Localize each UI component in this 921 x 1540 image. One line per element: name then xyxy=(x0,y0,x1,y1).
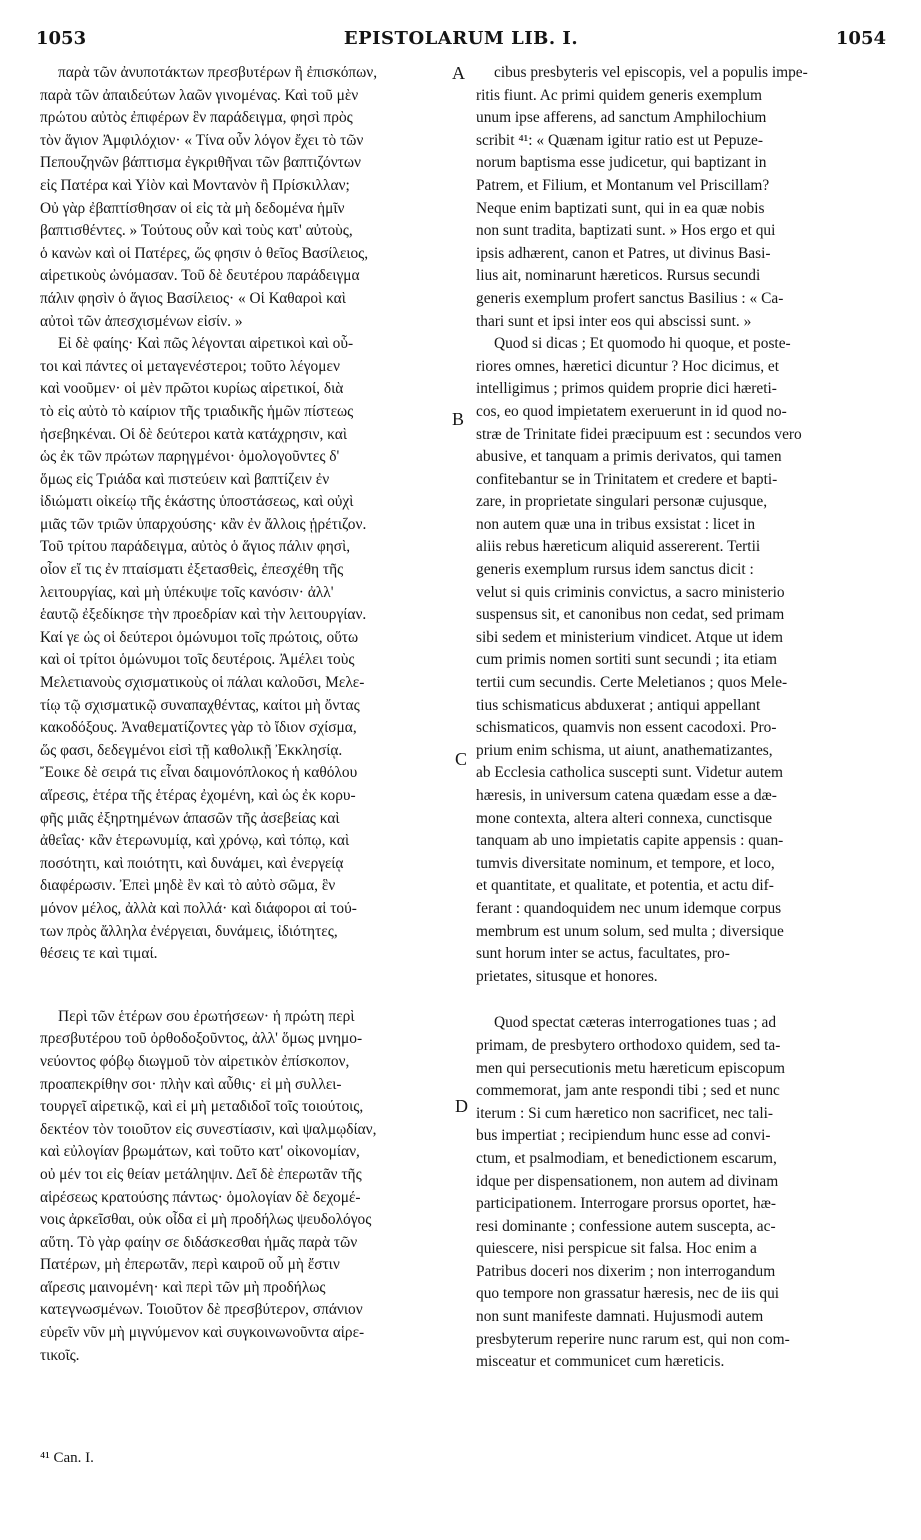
latin-p3-line: commemorat, jam ante respondi tibi ; sed et nunc xyxy=(476,1082,780,1100)
latin-p2-line: cum primis nomen sortiti sunt secundi ; ita etiam xyxy=(476,651,777,669)
greek-p2-line: καὶ οἱ τρίτοι ὁμώνυμοι τοῖς δευτέροις. Ἀμέλει τοὺς xyxy=(40,651,355,669)
greek-p3-line: νεύοντος φόβῳ διωγμοῦ τὸν αἱρετικὸν ἐπίσκοπον, xyxy=(40,1052,350,1070)
paragraph-gap xyxy=(476,988,886,1012)
running-header xyxy=(36,28,886,60)
latin-p3-line: Patribus doceri nos dixerim ; non interrogandum xyxy=(476,1262,776,1280)
greek-p3-line: Πατέρων, μὴ ἐπερωτᾶν, περὶ καιροῦ οὗ μὴ ἔστιν xyxy=(40,1256,340,1274)
greek-p2-line: Τοῦ τρίτου παράδειγμα, αὐτὸς ὁ ἅγιος πάλιν φησὶ, xyxy=(40,538,351,556)
latin-p1-line: cibus presbyteris vel episcopis, vel a populis impe- xyxy=(494,64,808,81)
latin-p3-line: participationem. Interrogare prorsus oportet, hæ- xyxy=(476,1195,777,1213)
greek-p3-line: αὕτη. Τὸ γὰρ φαίην σε διδάσκεσθαι ἡμᾶς παρὰ τῶν xyxy=(40,1233,358,1251)
greek-p1-line: Πεπουζηνῶν βάπτισμα ἐγκριθῆναι τῶν βαπτιζόντων xyxy=(40,154,361,172)
greek-p1-line: πρώτου αὐτὸς ἐπιφέρων ἓν παράδειγμα, φησὶ πρὸς xyxy=(40,109,353,127)
greek-p2-line: διαφέρωσιν. Ἐπεὶ μηδὲ ἓν καὶ τὸ αὐτὸ σῶμα, ἓν xyxy=(40,877,336,895)
greek-p1-line: παρὰ τῶν ἀνυποτάκτων πρεσβυτέρων ἢ ἐπισκόπων, xyxy=(58,64,378,81)
footnote: ⁴¹ Can. I. xyxy=(40,1450,94,1466)
greek-p1-line: αἱρετικοὺς ὠνόμασαν. Τοῦ δὲ δευτέρου παράδειγμα xyxy=(40,267,360,285)
latin-p1-line: Patrem, et Filium, et Montanum vel Priscillam? xyxy=(476,176,770,194)
greek-p3-line: τικοῖς. xyxy=(40,1346,80,1364)
latin-p2-line: riores omnes, hæretici dicuntur ? Hoc dicimus, et xyxy=(476,357,780,375)
latin-p2-line: confitebantur se in Trinitatem et credere et bapti- xyxy=(476,470,778,488)
latin-p2-line: hæresis, in universum catena quædam esse a dæ- xyxy=(476,787,777,804)
page-number-left: 1053 xyxy=(36,28,87,49)
greek-p3-line: αἵρεσις μαινομένη· καὶ περὶ τῶν μὴ προδήλως xyxy=(40,1278,326,1296)
greek-p3-line: δεκτέον τὸν τοιοῦτον εἰς συνεστίασιν, καὶ ψαλμῳδίαν, xyxy=(40,1120,377,1138)
latin-column xyxy=(476,62,886,1374)
latin-p2-line: Quod si dicas ; Et quomodo hi quoque, et poste- xyxy=(494,335,791,353)
latin-p2-line: membrum est unum solum, sed multa ; diversique xyxy=(476,922,784,940)
latin-p3-line: quiescere, nisi perspicue sit falsa. Hoc enim a xyxy=(476,1240,757,1258)
latin-p2-line: velut si quis criminis convictus, a sacro ministerio xyxy=(476,583,785,601)
latin-p2-line: mone contexta, altera alteri connexa, cunctisque xyxy=(476,809,773,827)
margin-letter-b: B xyxy=(452,409,465,429)
greek-p2-line: μιᾶς τῶν τριῶν ὑπαρχούσης· κἂν ἐν ἄλλοις ᾑρέτιζον. xyxy=(40,515,367,533)
greek-p3-line: πρεσβυτέρου τοῦ ὀρθοδοξοῦντος, ἀλλ' ὅμως μνημο- xyxy=(40,1030,363,1048)
greek-p2-line: μόνον μέλος, ἀλλὰ καὶ πολλά· καὶ διάφοροι αἱ τού- xyxy=(40,899,357,917)
greek-p2-line: ἑαυτῷ ἐξεδίκησε τὴν προεδρίαν καὶ τὴν λειτουργίαν. xyxy=(40,606,367,624)
latin-p3-line: presbyterum reperire nunc rarum est, qui non com- xyxy=(476,1330,790,1348)
latin-p3-line: idque per dispensationem, non autem ad divinam xyxy=(476,1172,779,1190)
greek-p3-line: τουργεῖ αἱρετικῷ, καὶ εἰ μὴ μεταδιδοῖ τοῖς τοιούτοις, xyxy=(40,1098,364,1116)
latin-p2-line: sunt horum inter se actus, facultates, pro- xyxy=(476,945,730,963)
latin-p2-line: prium enim schisma, ut aiunt, anathematizantes, xyxy=(476,741,773,759)
latin-p1-line: thari sunt et ipsi inter eos qui abscissi sunt. » xyxy=(476,312,752,330)
latin-p1-line: non sunt tradita, baptizati sunt. » Hos ergo et qui xyxy=(476,222,776,240)
greek-p2-line: κακοδόξους. Ἀναθεματίζοντες γὰρ τὸ ἴδιον σχίσμα, xyxy=(40,719,357,737)
greek-p2-line: τὸ εἰς αὐτὸ τὸ καίριον τῆς τριαδικῆς ἡμῶν πίστεως xyxy=(40,402,354,420)
latin-p2-line: generis exemplum rursus idem sanctus dicit : xyxy=(476,561,754,579)
latin-p1-line: generis exemplum profert sanctus Basilius : « Ca- xyxy=(476,289,784,307)
latin-p1-line: ipsis adhærent, canon et Patres, ut divinus Basi- xyxy=(476,244,771,262)
latin-p2-line: ferant : quandoquidem nec unum idemque corpus xyxy=(476,899,782,917)
greek-p2-line: Εἰ δὲ φαίης· Καὶ πῶς λέγονται αἱρετικοὶ καὶ οὗ- xyxy=(58,335,354,353)
greek-p3-line: κατεγνωσμένων. Τοιοῦτον δὲ πρεσβύτερον, σπάνιον xyxy=(40,1301,363,1319)
latin-p2-line: intelligimus ; primos quidem proprie dici hæreti- xyxy=(476,380,777,398)
latin-p2-line: tumvis diversitate nominum, et tempore, et loco, xyxy=(476,854,775,872)
greek-p2-line: φῆς μιᾶς ἐξηρτημένων ἁπασῶν τῆς ἀσεβείας καὶ xyxy=(40,809,340,827)
latin-p2-line: aliis rebus hæreticum aliquid assererent. Tertii xyxy=(476,538,761,556)
greek-p2-line: ἰδιώματι οἰκείῳ τῆς ἑκάστης ὑποστάσεως, καὶ οὐχὶ xyxy=(40,493,354,511)
latin-p2-line: ab Ecclesia catholica suscepti sunt. Videtur autem xyxy=(476,764,783,782)
greek-p2-line: καὶ νοοῦμεν· οἱ μὲν πρῶτοι κυρίως αἱρετικοί, διὰ xyxy=(40,380,344,398)
greek-p2-line: ποσότητι, καὶ ποιότητι, καὶ δυνάμει, καὶ ἐνεργείᾳ xyxy=(40,854,344,872)
greek-p3-line: Περὶ τῶν ἑτέρων σου ἐρωτήσεων· ἡ πρώτη περὶ xyxy=(58,1007,355,1025)
latin-p2-line: zare, in proprietate singulari personæ cujusque, xyxy=(476,493,768,511)
greek-p1-line: βαπτισθέντες. » Τούτους οὖν καὶ τοὺς κατ' αὐτοὺς, xyxy=(40,222,353,240)
greek-p2-line: τοι καὶ πάντες οἱ μεταγενέστεροι; τοῦτο λέγομεν xyxy=(40,357,340,375)
latin-p1-line: scribit ⁴¹: « Quænam igitur ratio est ut Pepuze- xyxy=(476,131,763,149)
greek-p2-line: τίῳ τῷ σχισματικῷ συναπαχθέντας, καίτοι μὴ ὄντας xyxy=(40,696,360,714)
latin-p3-line: primam, de presbytero orthodoxo quidem, sed ta- xyxy=(476,1036,781,1054)
latin-p2-line: tanquam ab uno impietatis capite appensis : quan- xyxy=(476,832,784,850)
greek-p2-line: αἵρεσις, ἑτέρα τῆς ἑτέρας ἐχομένη, καὶ ὡς ἐκ κορυ- xyxy=(40,787,356,804)
greek-p3-line: νοις ἀρκεῖσθαι, οὐκ οἶδα εἰ μὴ προδήλως ψευδολόγος xyxy=(40,1211,372,1229)
greek-p1-line: εἰς Πατέρα καὶ Υἱὸν καὶ Μοντανὸν ἢ Πρίσκιλλαν; xyxy=(40,176,350,194)
greek-p3-line: καὶ εὐλογίαν βρωμάτων, καὶ τοῦτο κατ' οἰκονομίαν, xyxy=(40,1143,360,1161)
latin-p1-line: norum baptisma esse judicetur, qui baptizant in xyxy=(476,154,767,172)
latin-p2-line: suspensus sit, et canonibus non cedat, sed primam xyxy=(476,606,785,624)
greek-p2-line: ἀθεΐας· κἂν ἑτερωνυμίᾳ, καὶ χρόνῳ, καὶ τόπῳ, καὶ xyxy=(40,832,350,850)
latin-p3-line: resi dominante ; confessione autem suscepta, ac- xyxy=(476,1217,776,1235)
latin-p2-line: schismaticos, quamvis non essent cacodoxi. Pro- xyxy=(476,719,777,737)
greek-p1-line: αὐτοὶ τῶν ἀπεσχισμένων εἰσίν. » xyxy=(40,312,243,330)
greek-p2-line: ὅμως εἰς Τριάδα καὶ πιστεύειν καὶ βαπτίζειν ἐν xyxy=(40,470,330,488)
greek-p1-line: τὸν ἅγιον Ἀμφιλόχιον· « Τίνα οὖν λόγον ἔχει τὸ τῶν xyxy=(40,131,364,149)
greek-p1-line: ὁ κανὼν καὶ οἱ Πατέρες, ὥς φησιν ὁ θεῖος Βασίλειος, xyxy=(40,244,369,262)
page-number-right: 1054 xyxy=(835,28,886,49)
greek-p2-line: Ἔοικε δὲ σειρά τις εἶναι δαιμονόπλοκος ἡ καθόλου xyxy=(40,764,358,782)
latin-p1-line: lius ait, nominarunt hæreticos. Rursus secundi xyxy=(476,267,761,285)
greek-p1-line: παρὰ τῶν ἀπαιδεύτων λαῶν γινομένας. Καὶ τοῦ μὲν xyxy=(40,86,359,104)
margin-letter-c: C xyxy=(455,749,468,769)
latin-p3-line: Quod spectat cæteras interrogationes tuas ; ad xyxy=(494,1014,777,1032)
latin-p1-line: ritis fiunt. Ac primi quidem generis exemplum xyxy=(476,86,762,104)
latin-p3-line: bus impertiat ; recipiendum hunc esse ad convi- xyxy=(476,1127,771,1145)
greek-column xyxy=(40,62,460,1367)
latin-p2-line: stræ de Trinitate fidei præcipuum est : secundos vero xyxy=(476,425,802,443)
greek-p1-line: πάλιν φησὶν ὁ ἅγιος Βασίλειος· « Οἱ Καθαροὶ καὶ xyxy=(40,289,346,307)
greek-p2-line: ἠσεβηκέναι. Οἱ δὲ δεύτεροι κατὰ κατάχρησιν, καὶ xyxy=(40,425,347,443)
greek-p2-line: θέσεις τε καὶ τιμαί. xyxy=(40,945,158,963)
latin-p3-line: misceatur et communicet cum hæreticis. xyxy=(476,1353,725,1371)
latin-p2-line: tius schismaticus abduxerat ; antiqui appellant xyxy=(476,696,761,714)
latin-p3-line: ctum, et psalmodiam, et benedictionem escarum, xyxy=(476,1149,777,1167)
greek-p3-line: αἱρέσεως κρατούσης πάντως· ὁμολογίαν δὲ δεχομέ- xyxy=(40,1188,361,1206)
paragraph-gap xyxy=(40,966,460,1006)
latin-p2-line: abusive, et tanquam a primis derivatos, qui tamen xyxy=(476,448,782,466)
greek-p2-line: ὡς ἐκ τῶν πρώτων παρηγμένοι· ὁμολογοῦντες δ' xyxy=(40,448,340,466)
greek-p3-line: οὐ μέν τοι εἰς θείαν μετάληψιν. Δεῖ δὲ ἐπερωτᾶν τῆς xyxy=(40,1165,362,1183)
latin-p2-line: et quantitate, et qualitate, et potentia, et actu dif- xyxy=(476,877,774,895)
latin-p2-line: non autem quæ una in tribus exsistat : licet in xyxy=(476,515,756,533)
greek-p2-line: ὥς φασι, δεδεγμένοι εἰσὶ τῇ καθολικῇ Ἐκκλησίᾳ. xyxy=(40,741,343,759)
greek-p2-line: Καί γε ὡς οἱ δεύτεροι ὁμώνυμοι τοῖς πρώτοις, οὕτω xyxy=(40,628,359,646)
latin-p1-line: Neque enim baptizati sunt, qui in ea quæ nobis xyxy=(476,199,765,217)
running-title: EPISTOLARUM LIB. I. xyxy=(343,28,579,49)
greek-p3-line: προαπεκρίθην σοι· πλὴν καὶ αὖθις· εἰ μὴ συλλει- xyxy=(40,1075,342,1093)
latin-p3-line: quo tempore non grassatur hæresis, nec de iis qui xyxy=(476,1285,780,1303)
latin-p2-line: tertii cum secundis. Certe Meletianos ; quos Mele- xyxy=(476,674,788,692)
greek-p2-line: λειτουργίας, καὶ μὴ ὑπέκυψε τοῖς κανόσιν· ἀλλ' xyxy=(40,583,334,601)
latin-p3-line: men qui persecutionis metu hæreticum episcopum xyxy=(476,1059,786,1077)
latin-p2-line: prietates, situsque et honores. xyxy=(476,967,658,985)
greek-p1-line: Οὐ γὰρ ἐβαπτίσθησαν οἱ εἰς τὰ μὴ δεδομένα ἡμῖν xyxy=(40,199,345,217)
greek-p2-line: Μελετιανοὺς σχισματικοὺς οἱ πάλαι καλοῦσι, Μελε- xyxy=(40,674,365,692)
greek-p2-line: των πρὸς ἄλληλα ἐνέργειαι, δυνάμεις, ἰδιότητες, xyxy=(40,922,338,940)
latin-p2-line: sibi sedem et ministerium vindicet. Atque ut idem xyxy=(476,628,783,646)
greek-p3-line: εὑρεῖν νῦν μὴ μιγνύμενον καὶ συγκοινωνοῦντα αἱρε- xyxy=(40,1324,365,1342)
greek-p2-line: οἷον εἴ τις ἐν πταίσματι ἐξετασθεὶς, ἐπεσχέθη τῆς xyxy=(40,561,344,579)
latin-p3-line: non sunt manifeste damnati. Hujusmodi autem xyxy=(476,1308,764,1326)
latin-p2-line: cos, eo quod impietatem exeruerunt in id quod no- xyxy=(476,402,787,420)
latin-p3-line: iterum : Si cum hæretico non sacrificet, nec tali- xyxy=(476,1104,774,1122)
latin-p1-line: unum ipse afferens, ad sanctum Amphilochium xyxy=(476,109,767,127)
margin-letter-a: A xyxy=(452,63,465,83)
margin-letter-d: D xyxy=(455,1096,468,1116)
